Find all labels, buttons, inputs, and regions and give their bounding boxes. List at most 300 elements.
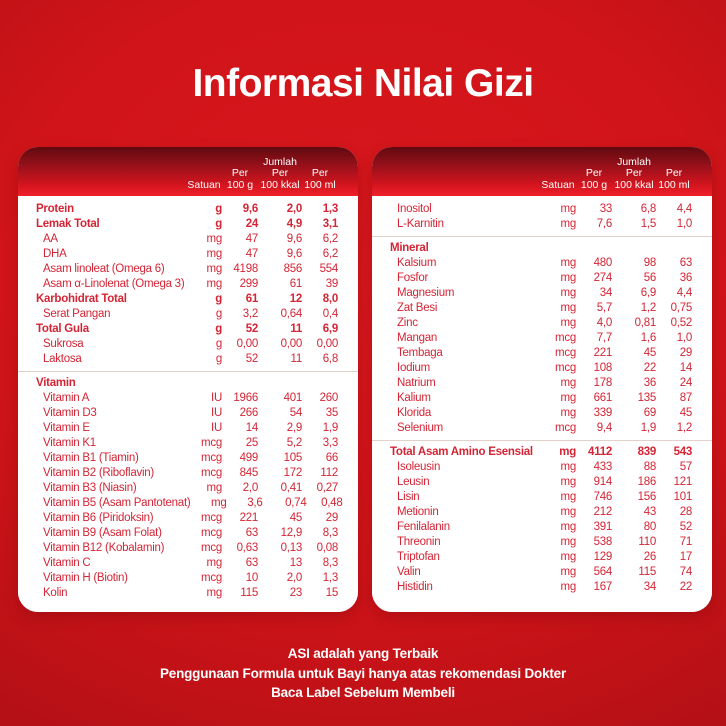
row-unit: mcg (201, 572, 222, 584)
row-value-per-100g: 391 (593, 521, 612, 533)
row-value-per-100kkal: 115 (638, 566, 656, 578)
table-row (36, 337, 338, 352)
row-value-per-100g: 4112 (588, 446, 612, 458)
row-unit: g (215, 218, 222, 230)
row-label: Vitamin C (43, 557, 91, 569)
row-value-per-100ml: 1,3 (322, 572, 338, 584)
row-value-per-100kkal: 9,6 (286, 248, 302, 260)
row-value-per-100g: 221 (593, 347, 612, 359)
row-value-per-100ml: 14 (679, 362, 692, 374)
row-label: Sukrosa (43, 338, 84, 350)
row-unit: mg (206, 278, 222, 290)
row-label: Iodium (397, 362, 431, 374)
row-unit: mg (560, 287, 576, 299)
table-row (390, 445, 692, 460)
row-value-per-100ml: 71 (679, 536, 692, 548)
row-value-per-100ml: 6,9 (322, 323, 338, 335)
section-divider (372, 440, 712, 441)
row-unit: mcg (555, 332, 576, 344)
row-unit: mg (560, 257, 576, 269)
table-row (36, 481, 338, 496)
row-value-per-100ml: 0,48 (321, 497, 343, 509)
table-row (36, 511, 338, 526)
column-header-jumlah-per-100kkal: Jumlah Per 100 kkal (260, 155, 300, 191)
row-label: Vitamin E (43, 422, 90, 434)
row-value-per-100g: 167 (593, 581, 612, 593)
row-value-per-100kkal: 0,81 (634, 317, 656, 329)
row-value-per-100g: 24 (245, 218, 258, 230)
row-value-per-100ml: 543 (673, 446, 692, 458)
table-row (390, 490, 692, 505)
row-value-per-100ml: 66 (325, 452, 338, 464)
row-value-per-100g: 339 (593, 407, 612, 419)
column-header-per-100g: Per 100 g (226, 167, 254, 191)
row-value-per-100ml: 0,27 (316, 482, 338, 494)
table-row (390, 376, 692, 391)
row-value-per-100ml: 35 (325, 407, 338, 419)
row-value-per-100g: 9,6 (242, 203, 258, 215)
row-unit: mcg (201, 467, 222, 479)
row-label: Tembaga (397, 347, 443, 359)
nutrition-panel-right (372, 147, 712, 612)
row-label: Asam α-Linolenat (Omega 3) (43, 278, 185, 290)
row-unit: g (215, 353, 222, 365)
row-label: Selenium (397, 422, 443, 434)
table-row (390, 301, 692, 316)
row-value-per-100kkal: 156 (637, 491, 656, 503)
column-header-per-100ml: Per 100 ml (304, 167, 336, 191)
row-label: Total Gula (36, 323, 89, 335)
row-unit: g (215, 203, 222, 215)
footer-disclaimer (0, 644, 726, 703)
row-value-per-100ml: 1,2 (676, 422, 692, 434)
row-unit: mg (560, 461, 576, 473)
table-row (390, 217, 692, 232)
row-unit: IU (211, 422, 222, 434)
row-value-per-100kkal: 11 (290, 323, 302, 335)
row-value-per-100kkal: 172 (283, 467, 302, 479)
row-label: L-Karnitin (397, 218, 444, 230)
row-unit: mg (206, 557, 222, 569)
column-header-satuan: Satuan (187, 178, 221, 191)
row-label: Vitamin D3 (43, 407, 97, 419)
row-label: Vitamin K1 (43, 437, 96, 449)
row-label: Valin (397, 566, 421, 578)
row-value-per-100kkal: 5,2 (286, 437, 302, 449)
row-value-per-100g: 0,00 (236, 338, 258, 350)
row-unit: mcg (201, 437, 222, 449)
row-value-per-100g: 34 (599, 287, 612, 299)
row-unit: mg (560, 392, 576, 404)
row-value-per-100g: 52 (245, 353, 258, 365)
row-value-per-100g: 845 (239, 467, 258, 479)
row-unit: mg (206, 248, 222, 260)
table-row (36, 232, 338, 247)
row-value-per-100kkal: 11 (290, 353, 302, 365)
row-value-per-100g: 3,2 (242, 308, 258, 320)
row-label: Vitamin B1 (Tiamin) (43, 452, 139, 464)
row-value-per-100kkal: 23 (289, 587, 302, 599)
row-value-per-100g: 274 (593, 272, 612, 284)
table-row (390, 460, 692, 475)
row-value-per-100ml: 36 (679, 272, 692, 284)
row-value-per-100ml: 6,8 (322, 353, 338, 365)
row-value-per-100kkal: 839 (637, 446, 656, 458)
table-row (36, 451, 338, 466)
row-value-per-100ml: 1,0 (676, 332, 692, 344)
row-value-per-100g: 661 (593, 392, 612, 404)
row-value-per-100kkal: 9,6 (286, 233, 302, 245)
table-row (390, 271, 692, 286)
table-row (36, 421, 338, 436)
row-value-per-100g: 7,6 (596, 218, 612, 230)
table-row (390, 346, 692, 361)
row-unit: mcg (201, 527, 222, 539)
row-label: Threonin (397, 536, 441, 548)
row-unit: mcg (555, 422, 576, 434)
row-value-per-100g: 4,0 (596, 317, 612, 329)
row-value-per-100kkal: 135 (637, 392, 656, 404)
row-unit: IU (211, 392, 222, 404)
table-row (36, 322, 338, 337)
row-value-per-100kkal: 13 (289, 557, 302, 569)
row-value-per-100ml: 0,52 (670, 317, 692, 329)
section-divider (18, 371, 358, 372)
row-label: Asam linoleat (Omega 6) (43, 263, 165, 275)
row-value-per-100ml: 52 (679, 521, 692, 533)
table-row (36, 277, 338, 292)
table-row (36, 496, 343, 511)
row-value-per-100kkal: 4,9 (286, 218, 302, 230)
row-value-per-100g: 108 (593, 362, 612, 374)
row-value-per-100kkal: 54 (289, 407, 302, 419)
row-unit: mg (560, 377, 576, 389)
row-value-per-100kkal: 186 (637, 476, 656, 488)
row-unit: mg (560, 551, 576, 563)
row-label: Vitamin B12 (Kobalamin) (43, 542, 165, 554)
row-label: Mangan (397, 332, 438, 344)
row-value-per-100ml: 0,75 (670, 302, 692, 314)
row-label: Karbohidrat Total (36, 293, 127, 305)
row-value-per-100kkal: 1,9 (640, 422, 656, 434)
row-label: Fenilalanin (397, 521, 450, 533)
row-value-per-100g: 25 (245, 437, 258, 449)
row-unit: mg (560, 491, 576, 503)
row-unit: mg (211, 497, 227, 509)
row-label: Total Asam Amino Esensial (390, 446, 533, 458)
row-value-per-100ml: 87 (679, 392, 692, 404)
row-value-per-100ml: 1,9 (322, 422, 338, 434)
page-title: Informasi Nilai Gizi (192, 62, 534, 105)
row-value-per-100g: 1966 (233, 392, 258, 404)
row-value-per-100ml: 6,2 (322, 248, 338, 260)
row-value-per-100kkal: 22 (643, 362, 656, 374)
row-unit: g (215, 308, 222, 320)
row-value-per-100kkal: 0,64 (280, 308, 302, 320)
table-row (36, 247, 338, 262)
table-row (36, 436, 338, 451)
row-unit: mg (560, 581, 576, 593)
row-label: Vitamin B6 (Piridoksin) (43, 512, 154, 524)
row-label: Lisin (397, 491, 420, 503)
row-value-per-100ml: 101 (673, 491, 692, 503)
row-value-per-100g: 0,63 (236, 542, 258, 554)
row-value-per-100kkal: 6,8 (640, 203, 656, 215)
row-label: Vitamin B3 (Niasin) (43, 482, 137, 494)
row-unit: mg (560, 476, 576, 488)
section-divider (372, 236, 712, 237)
row-value-per-100kkal: 36 (643, 377, 656, 389)
row-value-per-100ml: 17 (679, 551, 692, 563)
row-value-per-100kkal: 45 (643, 347, 656, 359)
row-value-per-100kkal: 34 (643, 581, 656, 593)
row-value-per-100ml: 8,3 (322, 527, 338, 539)
row-value-per-100g: 47 (245, 248, 258, 260)
column-header-per-100ml: Per 100 ml (658, 167, 690, 191)
table-row (390, 331, 692, 346)
row-unit: mcg (555, 347, 576, 359)
table-row (36, 556, 338, 571)
row-value-per-100ml: 29 (679, 347, 692, 359)
row-unit: mg (559, 446, 576, 458)
nutrition-panel-left (18, 147, 358, 612)
row-value-per-100g: 480 (593, 257, 612, 269)
row-value-per-100kkal: 1,5 (640, 218, 656, 230)
table-row (36, 586, 338, 601)
row-label: Triptofan (397, 551, 440, 563)
column-header-per-100g: Per 100 g (580, 167, 608, 191)
row-value-per-100kkal: 61 (289, 278, 302, 290)
row-unit: mg (560, 407, 576, 419)
row-label: Zinc (397, 317, 418, 329)
row-value-per-100g: 14 (245, 422, 258, 434)
row-value-per-100kkal: 0,00 (280, 338, 302, 350)
row-value-per-100ml: 24 (679, 377, 692, 389)
table-row (36, 262, 338, 277)
footer-line: Penggunaan Formula untuk Bayi hanya atas rekomendasi Dokter (159, 665, 567, 681)
row-value-per-100ml: 3,1 (322, 218, 338, 230)
row-value-per-100kkal: 0,13 (280, 542, 302, 554)
row-value-per-100ml: 39 (325, 278, 338, 290)
row-value-per-100g: 178 (593, 377, 612, 389)
table-row (390, 505, 692, 520)
table-row (390, 391, 692, 406)
row-value-per-100ml: 8,0 (322, 293, 338, 305)
row-value-per-100kkal: 26 (643, 551, 656, 563)
row-value-per-100g: 63 (245, 557, 258, 569)
table-row (390, 565, 692, 580)
row-value-per-100kkal: 12,9 (280, 527, 302, 539)
table-row (390, 421, 692, 436)
row-unit: mg (206, 587, 222, 599)
row-value-per-100kkal: 110 (638, 536, 656, 548)
table-row (36, 352, 338, 367)
table-row (390, 256, 692, 271)
row-label: Kalium (397, 392, 431, 404)
table-row (36, 202, 338, 217)
row-label: Histidin (397, 581, 433, 593)
row-value-per-100ml: 6,2 (322, 233, 338, 245)
row-value-per-100ml: 28 (679, 506, 692, 518)
table-row (390, 475, 692, 490)
row-value-per-100ml: 0,4 (322, 308, 338, 320)
row-value-per-100g: 266 (239, 407, 258, 419)
column-header-satuan: Satuan (541, 178, 575, 191)
row-value-per-100ml: 112 (320, 467, 338, 479)
row-unit: mg (560, 203, 576, 215)
row-value-per-100ml: 0,08 (316, 542, 338, 554)
table-row (390, 550, 692, 565)
row-unit: mg (560, 536, 576, 548)
row-value-per-100ml: 63 (679, 257, 692, 269)
row-unit: g (215, 323, 222, 335)
table-row (36, 571, 338, 586)
row-value-per-100g: 299 (239, 278, 258, 290)
row-value-per-100kkal: 2,0 (286, 572, 302, 584)
row-unit: IU (211, 407, 222, 419)
table-row (36, 391, 338, 406)
row-label: Lemak Total (36, 218, 100, 230)
row-value-per-100kkal: 2,9 (286, 422, 302, 434)
row-value-per-100ml: 0,00 (316, 338, 338, 350)
row-value-per-100g: 433 (593, 461, 612, 473)
table-row (390, 286, 692, 301)
row-value-per-100g: 10 (245, 572, 258, 584)
row-value-per-100kkal: 80 (643, 521, 656, 533)
row-unit: mg (560, 218, 576, 230)
row-value-per-100ml: 8,3 (322, 557, 338, 569)
row-label: Zat Besi (397, 302, 438, 314)
table-header (372, 147, 712, 196)
row-label: Magnesium (397, 287, 455, 299)
row-unit: mg (206, 233, 222, 245)
row-value-per-100g: 5,7 (596, 302, 612, 314)
row-value-per-100ml: 554 (319, 263, 338, 275)
row-unit: g (215, 338, 222, 350)
row-value-per-100kkal: 69 (643, 407, 656, 419)
row-value-per-100ml: 45 (679, 407, 692, 419)
row-value-per-100g: 63 (245, 527, 258, 539)
row-label: Mineral (390, 242, 429, 254)
row-value-per-100kkal: 6,9 (640, 287, 656, 299)
row-value-per-100g: 115 (240, 587, 258, 599)
row-unit: g (215, 293, 222, 305)
row-unit: mcg (201, 542, 222, 554)
row-unit: mcg (201, 512, 222, 524)
table-body-right (372, 196, 712, 612)
table-row (36, 406, 338, 421)
row-label: Metionin (397, 506, 439, 518)
row-value-per-100kkal: 1,6 (640, 332, 656, 344)
row-value-per-100kkal: 56 (643, 272, 656, 284)
table-row (390, 241, 692, 256)
row-label: Vitamin H (Biotin) (43, 572, 128, 584)
row-value-per-100g: 538 (593, 536, 612, 548)
table-header (18, 147, 358, 196)
table-row (390, 361, 692, 376)
table-row (390, 406, 692, 421)
table-row (36, 217, 338, 232)
row-label: Isoleusin (397, 461, 441, 473)
row-value-per-100ml: 22 (679, 581, 692, 593)
row-value-per-100g: 212 (593, 506, 612, 518)
row-value-per-100g: 3,6 (247, 497, 263, 509)
table-row (36, 376, 338, 391)
row-value-per-100g: 746 (593, 491, 612, 503)
row-value-per-100g: 33 (599, 203, 612, 215)
row-value-per-100g: 564 (593, 566, 612, 578)
row-value-per-100kkal: 43 (643, 506, 656, 518)
row-label: Fosfor (397, 272, 429, 284)
row-label: Vitamin (36, 377, 76, 389)
row-value-per-100g: 2,0 (242, 482, 258, 494)
table-row (36, 541, 338, 556)
row-value-per-100g: 47 (245, 233, 258, 245)
row-value-per-100ml: 4,4 (676, 287, 692, 299)
row-unit: mg (560, 317, 576, 329)
row-unit: mg (560, 272, 576, 284)
row-value-per-100g: 914 (593, 476, 612, 488)
row-value-per-100kkal: 0,74 (285, 497, 307, 509)
table-row (390, 316, 692, 331)
row-label: Inositol (397, 203, 432, 215)
row-label: Kalsium (397, 257, 437, 269)
row-label: Leusin (397, 476, 430, 488)
row-label: AA (43, 233, 58, 245)
row-value-per-100ml: 57 (679, 461, 692, 473)
row-unit: mcg (555, 362, 576, 374)
row-value-per-100kkal: 105 (283, 452, 302, 464)
table-body-left (18, 196, 358, 612)
table-row (36, 307, 338, 322)
table-row (36, 526, 338, 541)
row-label: DHA (43, 248, 67, 260)
table-row (36, 466, 338, 481)
row-value-per-100ml: 260 (319, 392, 338, 404)
table-row (390, 202, 692, 217)
row-value-per-100kkal: 401 (283, 392, 302, 404)
row-value-per-100g: 7,7 (596, 332, 612, 344)
row-value-per-100ml: 121 (673, 476, 692, 488)
table-row (390, 520, 692, 535)
row-unit: mcg (201, 452, 222, 464)
row-unit: mg (206, 263, 222, 275)
row-value-per-100kkal: 12 (289, 293, 302, 305)
column-header-jumlah-per-100kkal: Jumlah Per 100 kkal (614, 155, 654, 191)
row-unit: mg (560, 506, 576, 518)
row-unit: mg (560, 566, 576, 578)
row-label: Serat Pangan (43, 308, 111, 320)
row-value-per-100g: 52 (245, 323, 258, 335)
row-value-per-100g: 221 (239, 512, 258, 524)
row-value-per-100kkal: 88 (643, 461, 656, 473)
row-label: Vitamin A (43, 392, 90, 404)
row-label: Laktosa (43, 353, 82, 365)
row-value-per-100kkal: 1,2 (640, 302, 656, 314)
table-row (36, 292, 338, 307)
row-value-per-100ml: 1,0 (676, 218, 692, 230)
row-label: Vitamin B5 (Asam Pantotenat) (43, 497, 191, 509)
row-value-per-100kkal: 98 (643, 257, 656, 269)
row-value-per-100ml: 3,3 (322, 437, 338, 449)
row-value-per-100g: 499 (239, 452, 258, 464)
row-value-per-100ml: 1,3 (322, 203, 338, 215)
row-label: Vitamin B2 (Riboflavin) (43, 467, 155, 479)
row-unit: mg (560, 302, 576, 314)
row-value-per-100kkal: 856 (283, 263, 302, 275)
row-label: Natrium (397, 377, 436, 389)
row-value-per-100ml: 29 (325, 512, 338, 524)
